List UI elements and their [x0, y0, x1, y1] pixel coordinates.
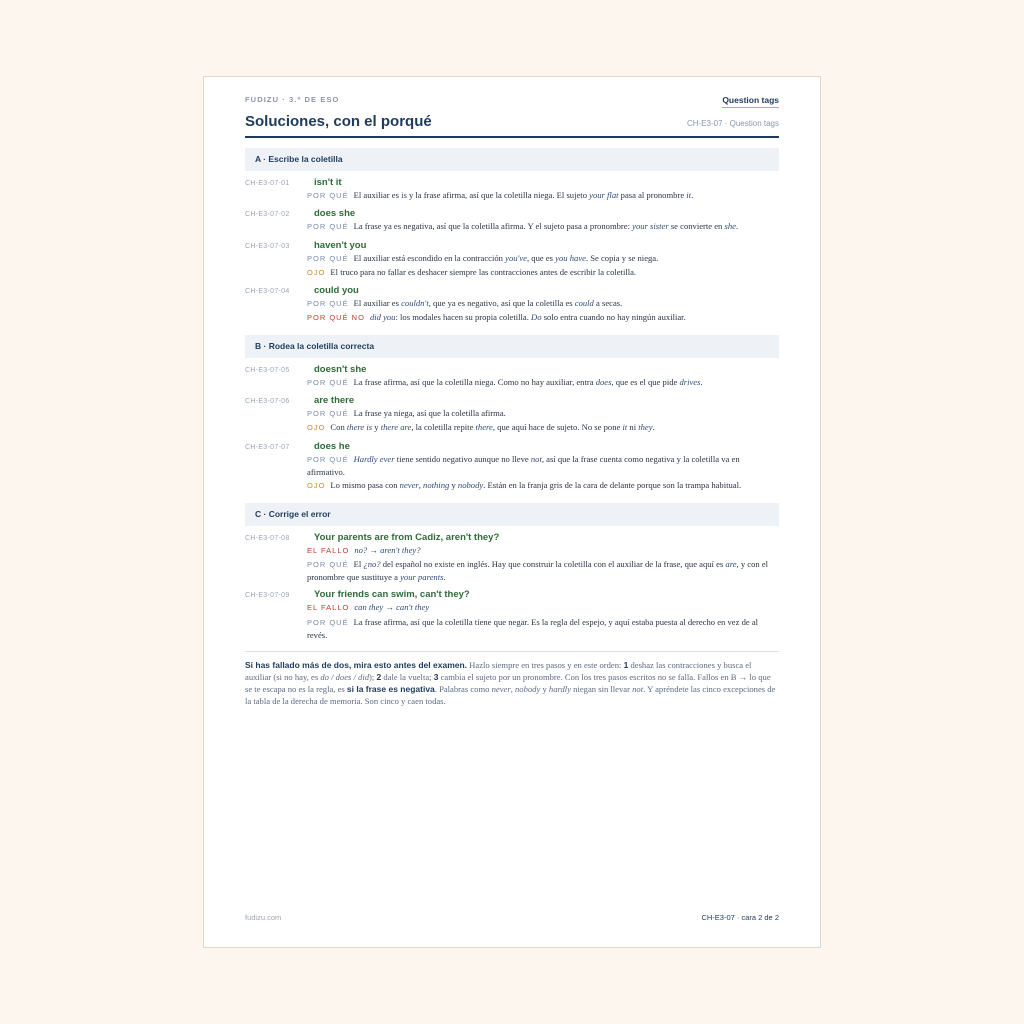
why-line: POR QUÉ La frase afirma, así que la coletilla tiene que negar. Es la regla del espejo, y aquí estaba puesta al derecho en vez de al revés. [307, 616, 759, 641]
footer-site: fudizu.com [245, 913, 282, 922]
fallo-line: EL FALLO no? → aren't they? [307, 544, 421, 555]
item-code: CH-E3-07-06 [245, 398, 290, 406]
answer: Your parents are from Cadiz, aren't they? [314, 531, 500, 543]
section-c-header: C · Corrige el error [245, 503, 779, 526]
why-tag: POR QUÉ [307, 617, 349, 627]
why-tag: POR QUÉ [307, 222, 349, 232]
solution-item [245, 285, 779, 325]
item-code: CH-E3-07-01 [245, 180, 290, 187]
why-tag: POR QUÉ [307, 454, 349, 464]
page-content [245, 95, 779, 707]
solution-item [245, 395, 779, 435]
why-line: POR QUÉ El ¿no? del español no existe en inglés. Hay que construir la coletilla con el auxiliar de la frase, que aquí es are, y con el pronombre que sustituye a your parents. [307, 558, 769, 583]
page-title: Soluciones, con el porqué [245, 113, 432, 130]
answer: does she [314, 208, 356, 220]
why-tag: POR QUÉ [307, 409, 349, 419]
item-code: CH-E3-07-08 [245, 534, 290, 542]
item-code: CH-E3-07-07 [245, 443, 290, 451]
footer-page: CH-E3-07 · cara 2 de 2 [701, 913, 779, 922]
answer: Your friends can swim, can't they? [314, 589, 470, 601]
solution-item [245, 364, 779, 389]
why-tag: POR QUÉ [307, 377, 349, 387]
item-code: CH-E3-07-09 [245, 592, 290, 600]
item-code: CH-E3-07-02 [245, 211, 290, 219]
answer: does he [314, 440, 350, 452]
why-line: POR QUÉ La frase ya niega, así que la coletilla afirma. [307, 408, 506, 419]
why-line: POR QUÉ El auxiliar está escondido en la contracción you've, que es you have. Se copia y se niega. [307, 252, 659, 263]
why-line: POR QUÉ La frase afirma, así que la coletilla niega. Como no hay auxiliar, entra does, que es el que pide drives. [307, 376, 703, 387]
why-not-line: POR QUÉ NO did you: los modales hacen su propia coletilla. Do solo entra cuando no hay ningún auxiliar. [307, 312, 686, 323]
section-b-header: B · Rodea la coletilla correcta [245, 335, 779, 358]
ojo-tag: OJO [307, 481, 326, 491]
why-line: POR QUÉ El auxiliar es is y la frase afirma, así que la coletilla niega. El sujeto your flat pasa al pronombre it. [307, 190, 694, 200]
answer: isn't it [314, 177, 342, 188]
topic-label: Question tags [722, 95, 779, 108]
item-code: CH-E3-07-03 [245, 242, 290, 250]
fallo-tag: EL FALLO [307, 603, 350, 613]
item-code: CH-E3-07-05 [245, 366, 290, 374]
ojo-tag: OJO [307, 423, 326, 433]
answer: are there [314, 395, 355, 407]
solution-item [245, 208, 779, 233]
why-tag: POR QUÉ [307, 191, 349, 200]
brand-label: FUDIZU · 3.º DE ESO [245, 95, 340, 104]
answer: doesn't she [314, 363, 367, 375]
ojo-tag: OJO [307, 267, 326, 277]
answer: haven't you [314, 239, 367, 251]
why-tag: POR QUÉ [307, 253, 349, 263]
summary-note: Si has fallado más de dos, mira esto antes del examen. Hazlo siempre en tres pasos y en este orden: 1 deshaz las contracciones y busca el auxiliar (si no hay, es do / does / did); 2 dale la vuelta; 3 cambia el sujeto por un pronombre. Con los tres pasos escritos no se falla. Fallos en B → lo que se te escapa no es la regla, es si la frase es negativa. Palabras como never, nobody y hardly niegan sin llevar not. Y apréndete las cinco excepciones de la tabla de la derecha de memoria. Son cinco y caen todas. [245, 651, 779, 707]
solution-item [245, 532, 779, 584]
why-line: POR QUÉ El auxiliar es couldn't, que ya es negativo, así que la coletilla es could a secas. [307, 298, 623, 309]
ojo-line: OJO Lo mismo pasa con never, nothing y nobody. Están en la franja gris de la cara de delante porque son la trampa habitual. [307, 480, 742, 491]
item-code: CH-E3-07-04 [245, 288, 290, 296]
sheet-code: CH-E3-07 · Question tags [686, 119, 779, 128]
ojo-line: OJO Con there is y there are, la coletilla repite there, que aquí hace de sujeto. No se pone it ni they. [307, 422, 655, 433]
why-not-tag: POR QUÉ NO [307, 313, 365, 323]
solution-item [245, 240, 779, 280]
worksheet-page [203, 76, 821, 948]
why-line: POR QUÉ Hardly ever tiene sentido negativo aunque no lleve not, así que la frase cuenta como negativa y la coletilla va en afirmativo. [307, 453, 740, 477]
title-row [245, 113, 779, 138]
top-bar [245, 95, 779, 111]
solution-item [245, 589, 779, 641]
fallo-line: EL FALLO can they → can't they [307, 602, 430, 613]
page-footer [245, 913, 779, 922]
section-a-header: A · Escribe la coletilla [245, 148, 779, 171]
ojo-line: OJO El truco para no fallar es deshacer siempre las contracciones antes de escribir la coletilla. [307, 266, 637, 277]
why-line: POR QUÉ La frase ya es negativa, así que la coletilla afirma. Y el sujeto pasa a pronombre: your sister se convierte en she. [307, 221, 739, 232]
why-tag: POR QUÉ [307, 559, 349, 569]
fallo-tag: EL FALLO [307, 545, 350, 555]
answer: could you [314, 285, 359, 297]
solution-item [245, 177, 779, 202]
solution-item [245, 441, 779, 493]
why-tag: POR QUÉ [307, 299, 349, 309]
